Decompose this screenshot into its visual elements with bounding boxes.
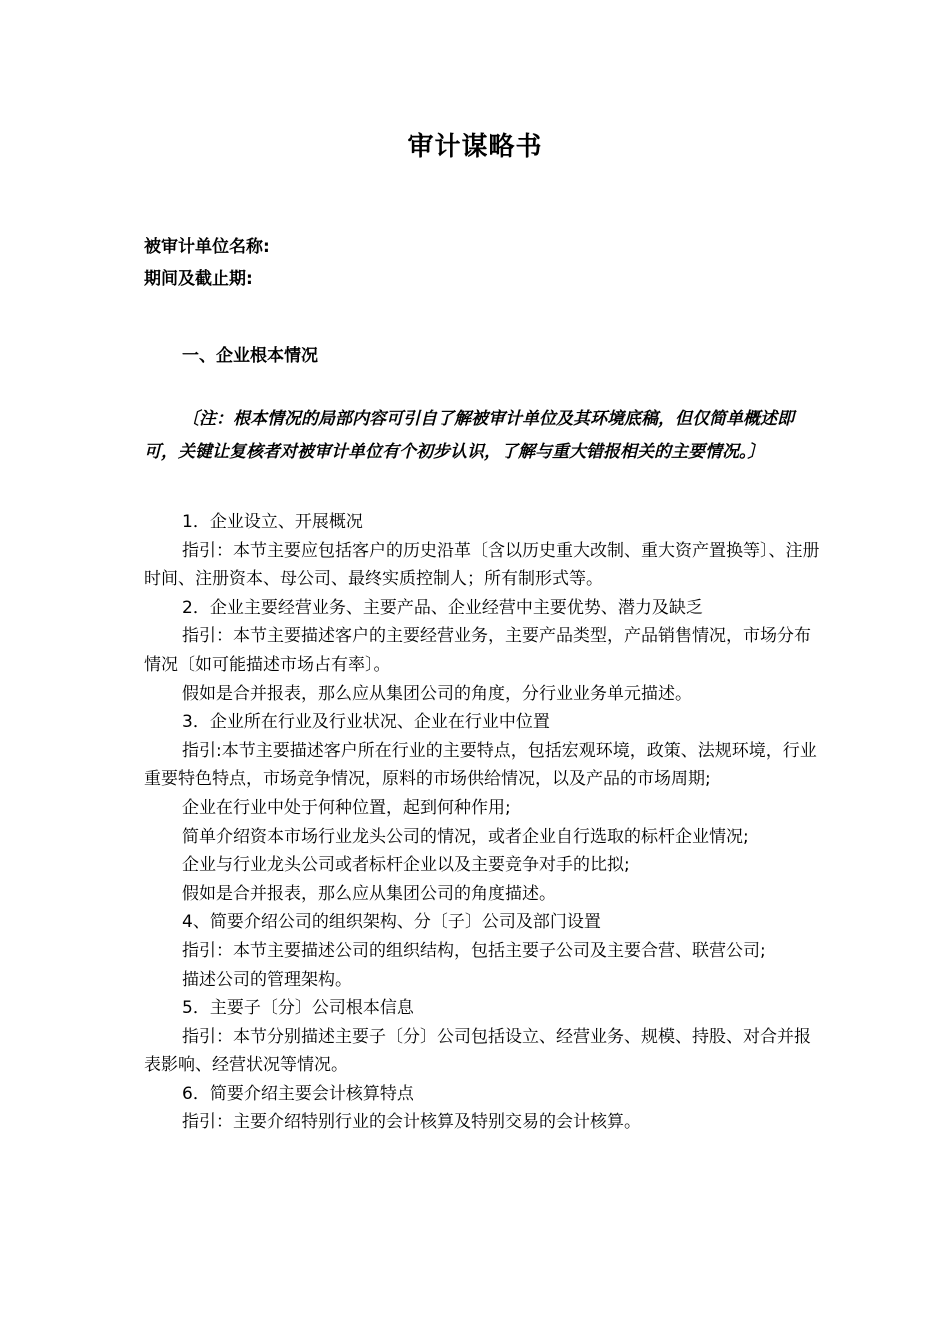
- paragraph-4-guide: 指引：本节主要描述公司的组织结构，包括主要子公司及主要合营、联营公司;: [182, 940, 766, 961]
- paragraph-1-heading: 1．企业设立、开展概况: [182, 512, 363, 532]
- paragraph-3-position: 企业在行业中处于何种位置，起到何种作用;: [182, 797, 511, 818]
- paragraph-1-guide: 指引：本节主要应包括客户的历史沿革〔含以历史重大改制、重大资产置换等〕、注册时间、注册资本、母公司、最终实质控制人；所有制形式等。: [144, 540, 820, 590]
- paragraph-3-leaders: 简单介绍资本市场行业龙头公司的情况，或者企业自行选取的标杆企业情况;: [182, 826, 749, 847]
- paragraph-6-guide: 指引：主要介绍特别行业的会计核算及特别交易的会计核算。: [182, 1112, 641, 1133]
- paragraph-3-comparison: 企业与行业龙头公司或者标杆企业以及主要竞争对手的比拟;: [182, 855, 630, 876]
- paragraph-5-guide: 指引：本节分别描述主要子〔分〕公司包括设立、经营业务、规模、持股、对合并报表影响、经营状况等情况。: [144, 1026, 811, 1076]
- period-label: 期间及截止期:: [144, 269, 253, 289]
- paragraph-2-consolidated: 假如是合并报表，那么应从集团公司的角度，分行业业务单元描述。: [182, 683, 692, 704]
- section-heading: 一、企业根本情况: [182, 346, 318, 366]
- entity-name-label: 被审计单位名称:: [144, 237, 270, 257]
- paragraph-3-consolidated: 假如是合并报表，那么应从集团公司的角度描述。: [182, 883, 556, 904]
- body-text: [144, 508, 820, 1137]
- paragraph-3-guide: 指引:本节主要描述客户所在行业的主要特点，包括宏观环境，政策、法规环境，行业重要特色特点，市场竞争情况，原料的市场供给情况，以及产品的市场周期;: [144, 740, 817, 790]
- paragraph-4-management: 描述公司的管理架构。: [182, 969, 352, 990]
- document-title: 审计谋略书: [407, 132, 543, 162]
- paragraph-4-heading: 4、简要介绍公司的组织架构、分〔子〕公司及部门设置: [182, 912, 601, 933]
- note-paragraph: 〔注：根本情况的局部内容可引自了解被审计单位及其环境底稿，但仅简单概述即可，关键让复核者对被审计单位有个初步认识，了解与重大错报相关的主要情况。〕: [144, 409, 794, 462]
- paragraph-2-guide: 指引：本节主要描述客户的主要经营业务，主要产品类型，产品销售情况，市场分布情况〔如可能描述市场占有率〕。: [144, 626, 811, 675]
- paragraph-2-heading: 2．企业主要经营业务、主要产品、企业经营中主要优势、潜力及缺乏: [182, 597, 703, 618]
- paragraph-6-heading: 6．简要介绍主要会计核算特点: [182, 1083, 414, 1104]
- paragraph-5-heading: 5．主要子〔分〕公司根本信息: [182, 998, 414, 1019]
- paragraph-3-heading: 3．企业所在行业及行业状况、企业在行业中位置: [182, 712, 550, 733]
